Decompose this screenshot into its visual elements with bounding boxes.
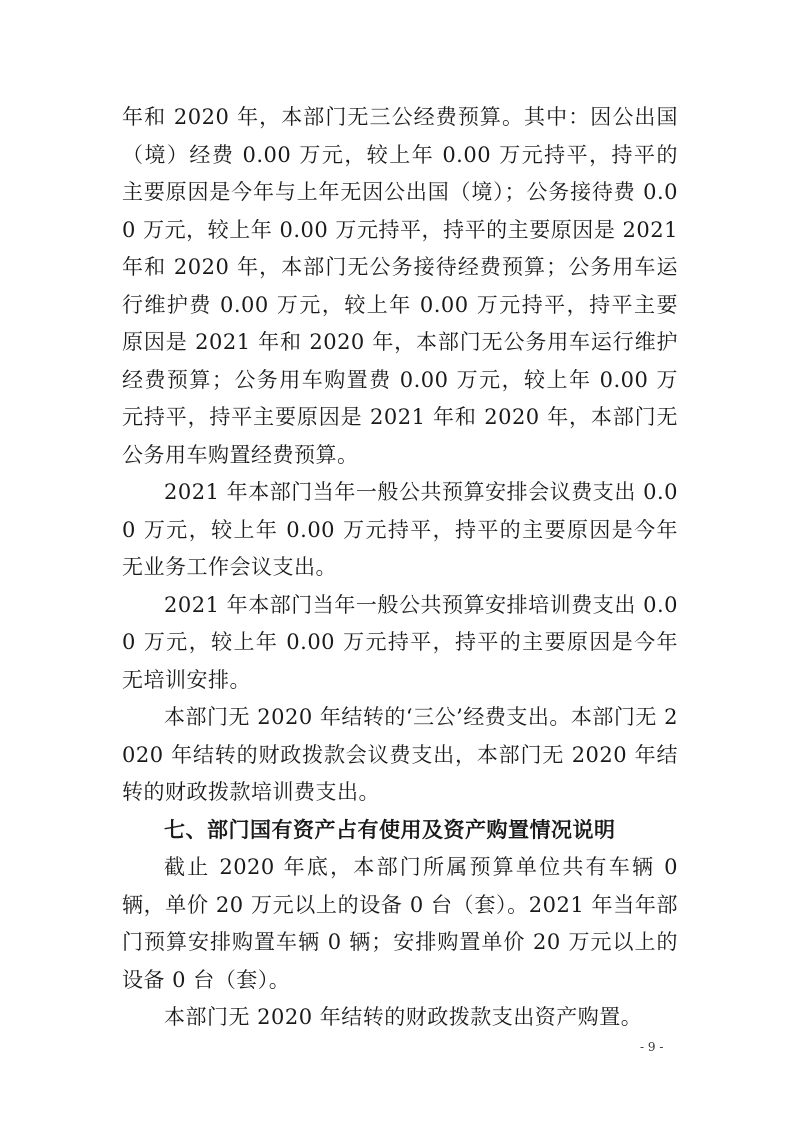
paragraph-training-expenses: 2021 年本部门当年一般公共预算安排培训费支出 0.00 万元，较上年 0.00 万元持平，持平的主要原因是今年无培训安排。 bbox=[122, 592, 678, 692]
paragraph-assets-vehicles: 截止 2020 年底，本部门所属预算单位共有车辆 0 辆，单价 20 万元以上的设备 0 台（套）。2021 年当年部门预算安排购置车辆 0 辆；安排购置单价 20 万元以上的设备 0 台（套）。 bbox=[122, 855, 678, 992]
section-heading-assets: 七、部门国有资产占有使用及资产购置情况说明 bbox=[164, 817, 616, 842]
paragraph-meeting-expenses: 2021 年本部门当年一般公共预算安排会议费支出 0.00 万元，较上年 0.00 万元持平，持平的主要原因是今年无业务工作会议支出。 bbox=[122, 480, 678, 579]
paragraph-assets-purchase: 本部门无 2020 年结转的财政拨款支出资产购置。 bbox=[164, 1005, 643, 1029]
paragraph-three-public-expenses: 年和 2020 年，本部门无三公经费预算。其中：因公出国（境）经费 0.00 万元，较上年 0.00 万元持平，持平的主要原因是今年与上年无因公出国（境）；公务接待费 0.00 万元，较上年 0.00 万元持平，持平的主要原因是 2021 年和 2020 年，本部门无公务接待经费预算；公务用车运行维护费 0.00 万元，较上年 0.00 万元持平，持平主要原因是 2021 年和 2020 年，本部门无公务用车运行维护经费预算；公务用车购置费 0.00 万元，较上年 0.00 万元持平，持平主要原因是 2021 年和 2020 年，本部门无公务用车购置经费预算。 bbox=[122, 105, 678, 467]
page-number: - 9 - bbox=[640, 1040, 664, 1054]
document-body bbox=[122, 99, 678, 1037]
paragraph-carryover-expenses: 本部门无 2020 年结转的‘三公’经费支出。本部门无 2020 年结转的财政拨款会议费支出，本部门无 2020 年结转的财政拨款培训费支出。 bbox=[122, 705, 678, 804]
